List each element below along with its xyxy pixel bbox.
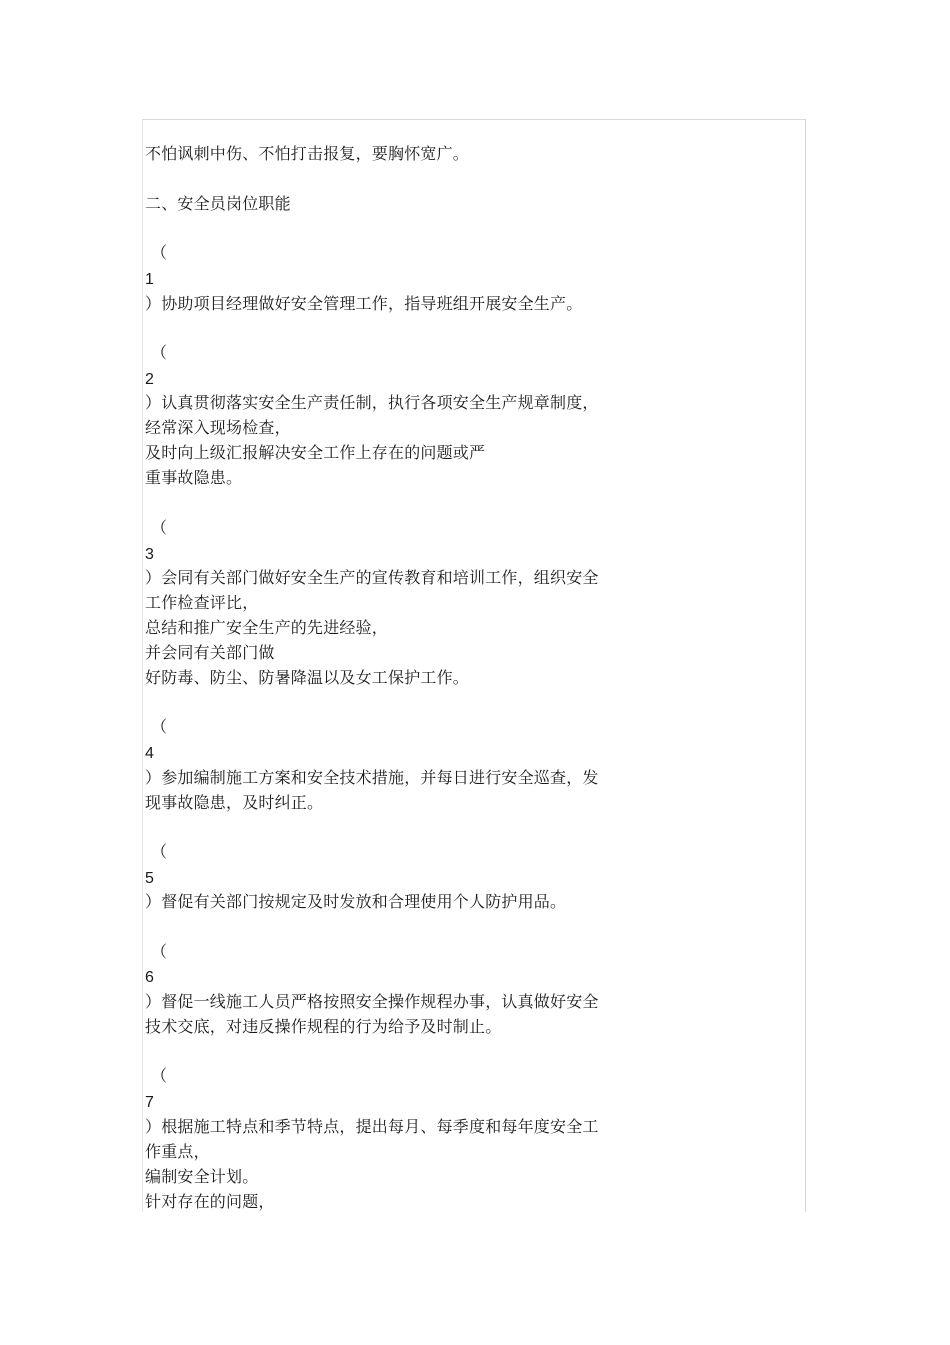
item-number: 6 — [145, 969, 155, 986]
section-heading: 二、安全员岗位职能 — [145, 194, 291, 213]
item-number: 4 — [145, 745, 155, 762]
item-text-line: 工作检查评比， — [145, 593, 259, 612]
item-open-paren: （ — [151, 842, 168, 861]
item-number: 1 — [145, 271, 155, 288]
item-text-line: ）督促有关部门按规定及时发放和合理使用个人防护用品。 — [145, 892, 567, 911]
item-open-paren: （ — [151, 942, 168, 961]
item-number: 7 — [145, 1094, 155, 1111]
item-text-line: 并会同有关部门做 — [145, 643, 275, 662]
item-open-paren: （ — [151, 518, 168, 537]
item-text-line: 重事故隐患。 — [145, 468, 243, 487]
item-text-line: 现事故隐患，及时纠正。 — [145, 793, 324, 812]
item-text-line: 经常深入现场检查， — [145, 418, 291, 437]
item-text-line: ）督促一线施工人员严格按照安全操作规程办事，认真做好安全 — [145, 992, 599, 1011]
item-number: 2 — [145, 371, 155, 388]
item-text-line: ）认真贯彻落实安全生产责任制，执行各项安全生产规章制度， — [145, 393, 599, 412]
item-text-line: 及时向上级汇报解决安全工作上存在的问题或严 — [145, 443, 486, 462]
item-text-line: 针对存在的问题， — [145, 1192, 275, 1211]
intro-line: 不怕讽刺中伤、不怕打击报复，要胸怀宽广。 — [145, 144, 470, 163]
item-open-paren: （ — [151, 243, 168, 262]
item-text-line: 总结和推广安全生产的先进经验， — [145, 618, 389, 637]
item-text-line: ）会同有关部门做好安全生产的宣传教育和培训工作，组织安全 — [145, 568, 599, 587]
item-text-line: ）协助项目经理做好安全管理工作，指导班组开展安全生产。 — [145, 294, 583, 313]
item-text-line: ）参加编制施工方案和安全技术措施，并每日进行安全巡查，发 — [145, 768, 599, 787]
item-number: 3 — [145, 546, 155, 563]
item-open-paren: （ — [151, 717, 168, 736]
item-text-line: 技术交底，对违反操作规程的行为给予及时制止。 — [145, 1017, 502, 1036]
item-text-line: 好防毒、防尘、防暑降温以及女工保护工作。 — [145, 668, 470, 687]
item-text-line: ）根据施工特点和季节特点，提出每月、每季度和每年度安全工 — [145, 1117, 599, 1136]
item-open-paren: （ — [151, 343, 168, 362]
item-text-line: 作重点， — [145, 1142, 210, 1161]
item-number: 5 — [145, 870, 155, 887]
item-text-line: 编制安全计划。 — [145, 1167, 259, 1186]
page-frame — [142, 119, 806, 1212]
item-open-paren: （ — [151, 1066, 168, 1085]
